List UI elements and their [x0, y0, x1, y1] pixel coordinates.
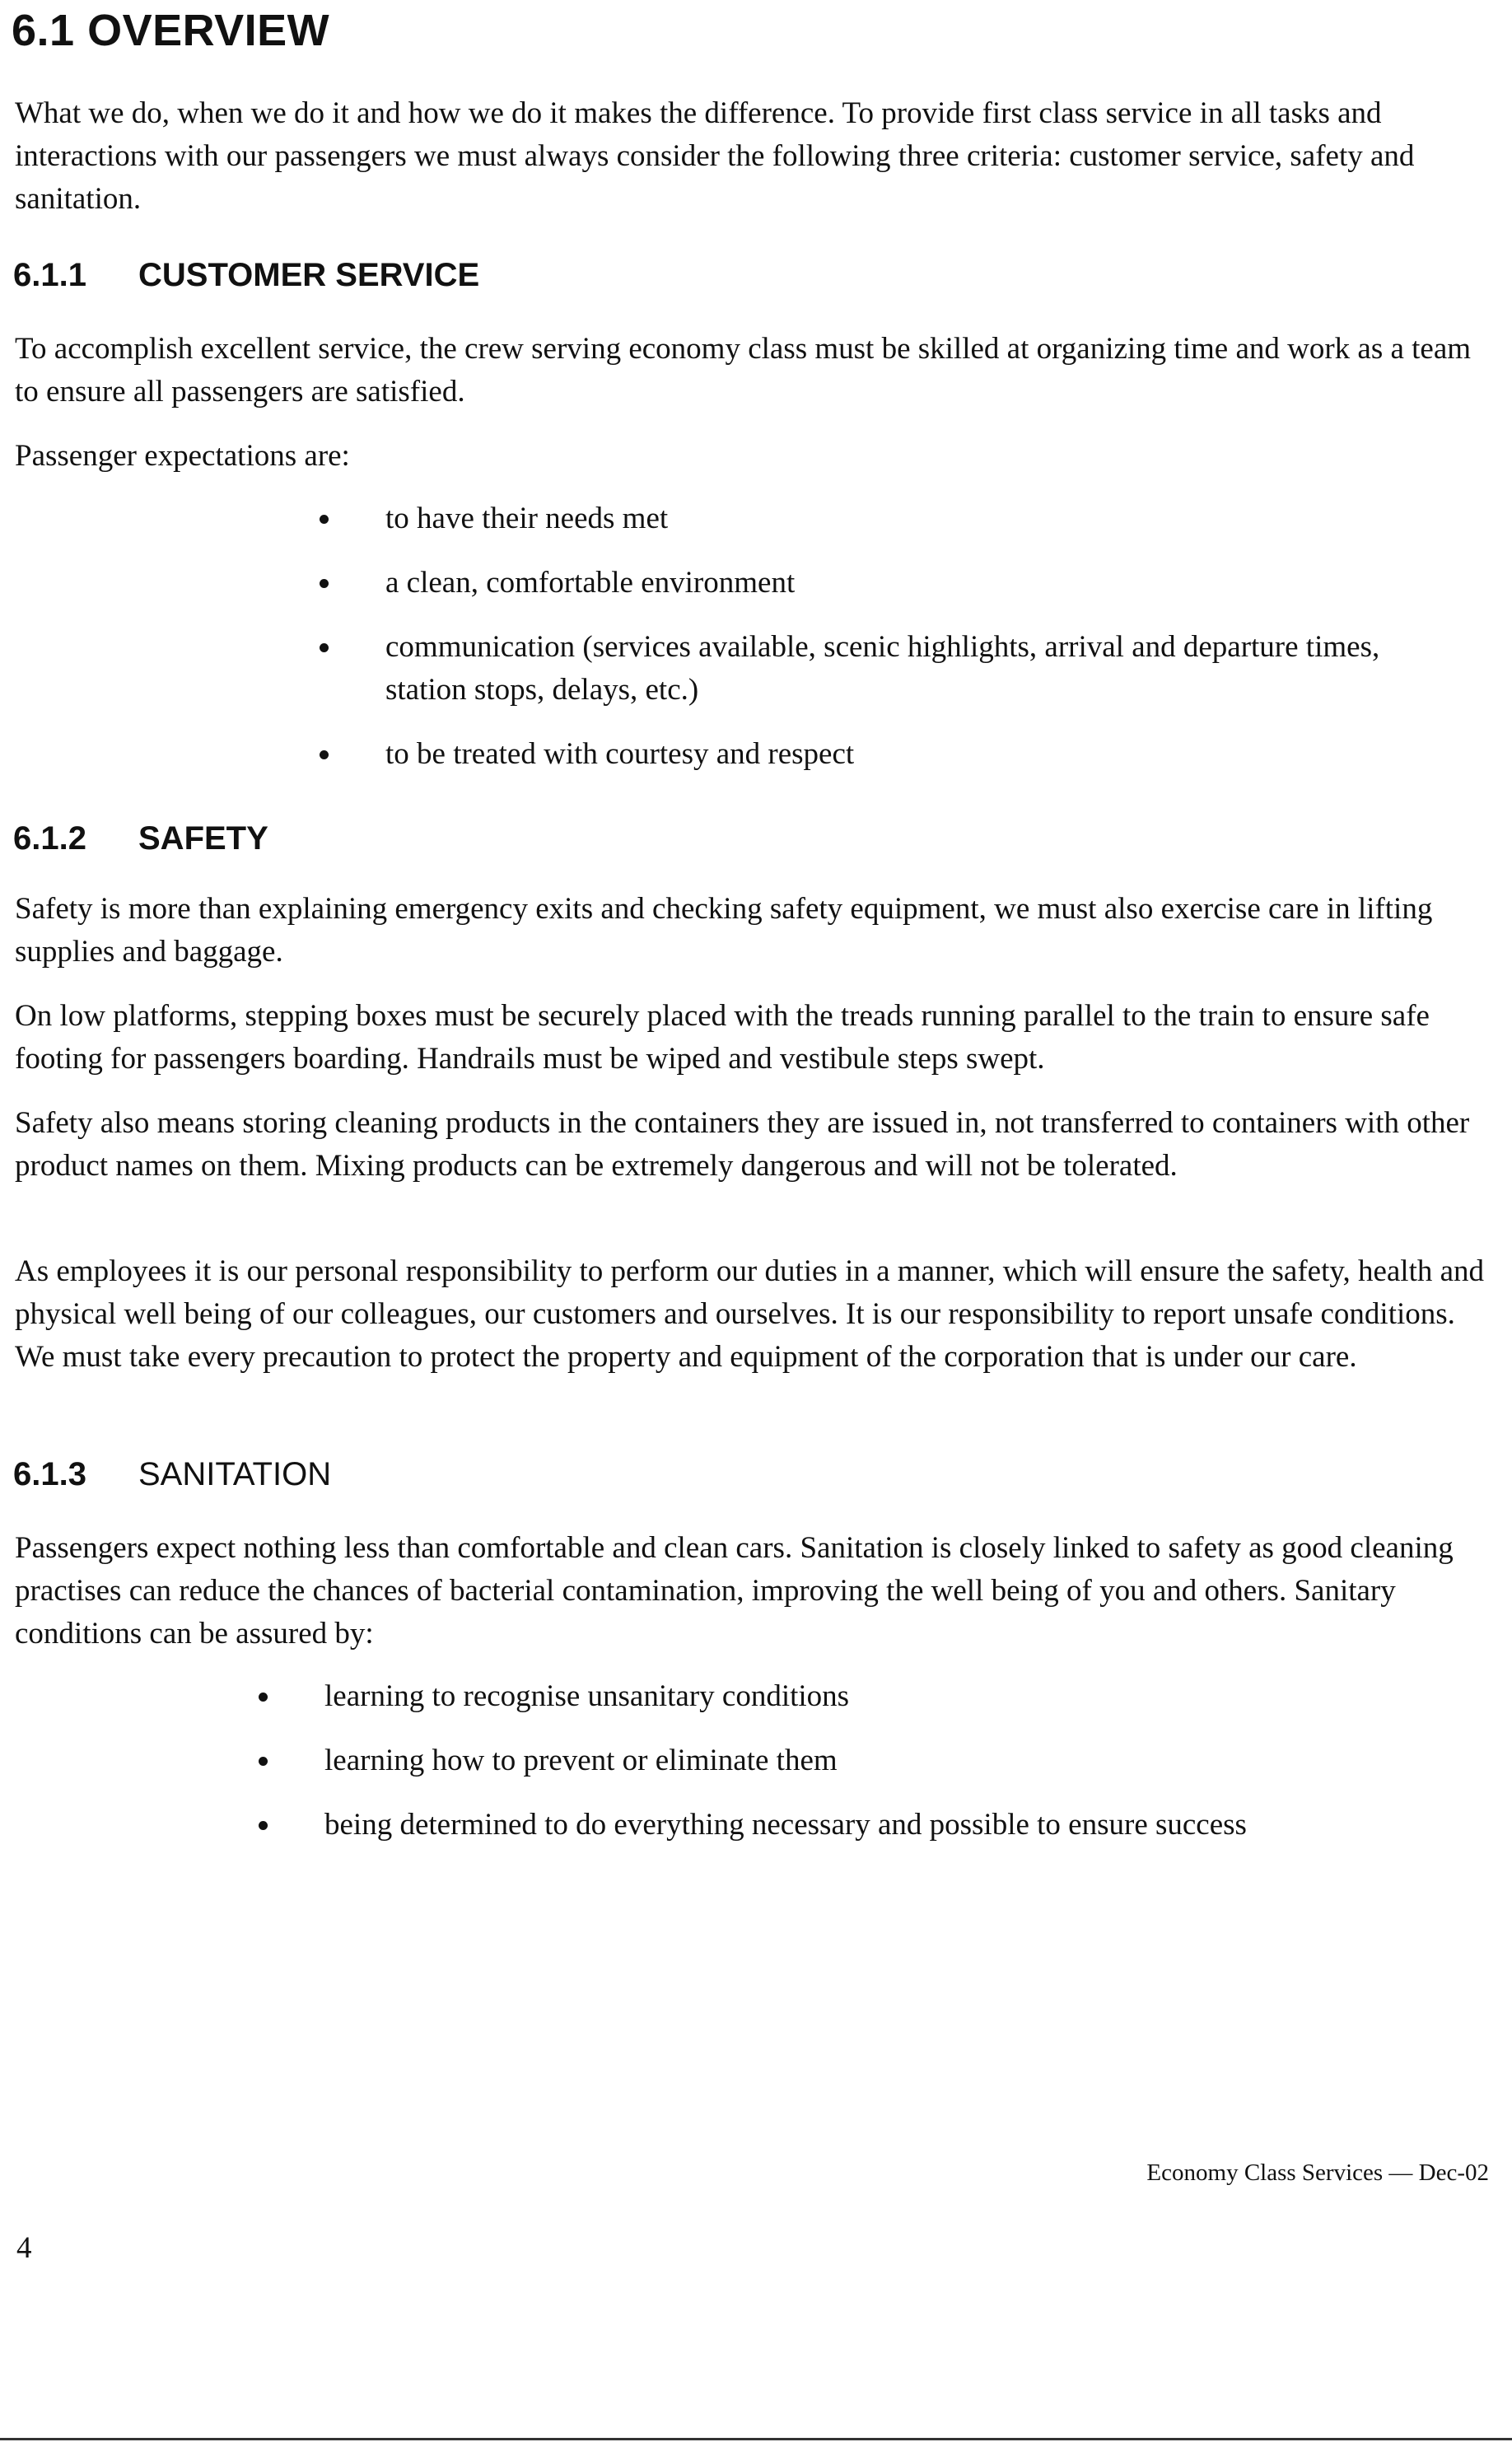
list-item: being determined to do everything necessary and possible to ensure success: [324, 1804, 1477, 1847]
subsection-number: 6.1.1: [13, 257, 86, 293]
list-item: learning how to prevent or eliminate them: [324, 1739, 1477, 1782]
safety-paragraph: Safety is more than explaining emergency exits and checking safety equipment, we must also exercise care in lifting supplies and baggage.: [15, 892, 1433, 969]
sanitation-list: [324, 1675, 1477, 1868]
list-item: a clean, comfortable environment: [385, 562, 1456, 605]
subsection-title: SANITATION: [138, 1456, 332, 1492]
list-item: communication (services available, scenic highlights, arrival and departure times, station stops, delays, etc.): [385, 626, 1456, 712]
running-footer: Economy Class Services — Dec-02: [1146, 2160, 1489, 2186]
subsection-number: 6.1.2: [13, 820, 86, 857]
page-number: 4: [16, 2231, 32, 2265]
list-item: learning to recognise unsanitary conditions: [324, 1675, 1477, 1718]
safety-paragraph: As employees it is our personal responsibility to perform our duties in a manner, which will ensure the safety, health and physical well being of our colleagues, our customers and ourselves. It is our responsibility to report unsafe conditions. We must take every precaution to protect the property and equipment of the corporation that is under our care.: [15, 1254, 1485, 1374]
subsection-heading-safety: [13, 820, 268, 857]
subsection-heading-customer-service: [13, 257, 479, 294]
passenger-expectations-intro: Passenger expectations are:: [15, 439, 350, 473]
list-item: to be treated with courtesy and respect: [385, 733, 1456, 776]
overview-paragraph: What we do, when we do it and how we do it makes the difference. To provide first class service in all tasks and interactions with our passengers we must always consider the following three criteria: customer service, safety and sanitation.: [15, 96, 1415, 216]
sanitation-paragraph: Passengers expect nothing less than comfortable and clean cars. Sanitation is closely linked to safety as good cleaning practises can reduce the chances of bacterial contamination, improving the well being of you and others. Sanitary conditions can be assured by:: [15, 1531, 1454, 1651]
page-bottom-edge: [0, 2438, 1512, 2440]
section-heading-overview: 6.1 OVERVIEW: [12, 6, 330, 55]
subsection-heading-sanitation: [13, 1456, 331, 1493]
list-item: to have their needs met: [385, 497, 1456, 540]
subsection-title: SAFETY: [138, 820, 268, 857]
passenger-expectations-list: [385, 497, 1456, 797]
customer-service-paragraph: To accomplish excellent service, the crew serving economy class must be skilled at organizing time and work as a team to ensure all passengers are satisfied.: [15, 332, 1472, 409]
safety-paragraph: Safety also means storing cleaning products in the containers they are issued in, not transferred to containers with other product names on them. Mixing products can be extremely dangerous and will not be tolerated.: [15, 1106, 1470, 1183]
safety-paragraph: On low platforms, stepping boxes must be securely placed with the treads running parallel to the train to ensure safe footing for passengers boarding. Handrails must be wiped and vestibule steps swept.: [15, 999, 1430, 1076]
subsection-number: 6.1.3: [13, 1456, 86, 1492]
subsection-title: CUSTOMER SERVICE: [138, 257, 480, 293]
